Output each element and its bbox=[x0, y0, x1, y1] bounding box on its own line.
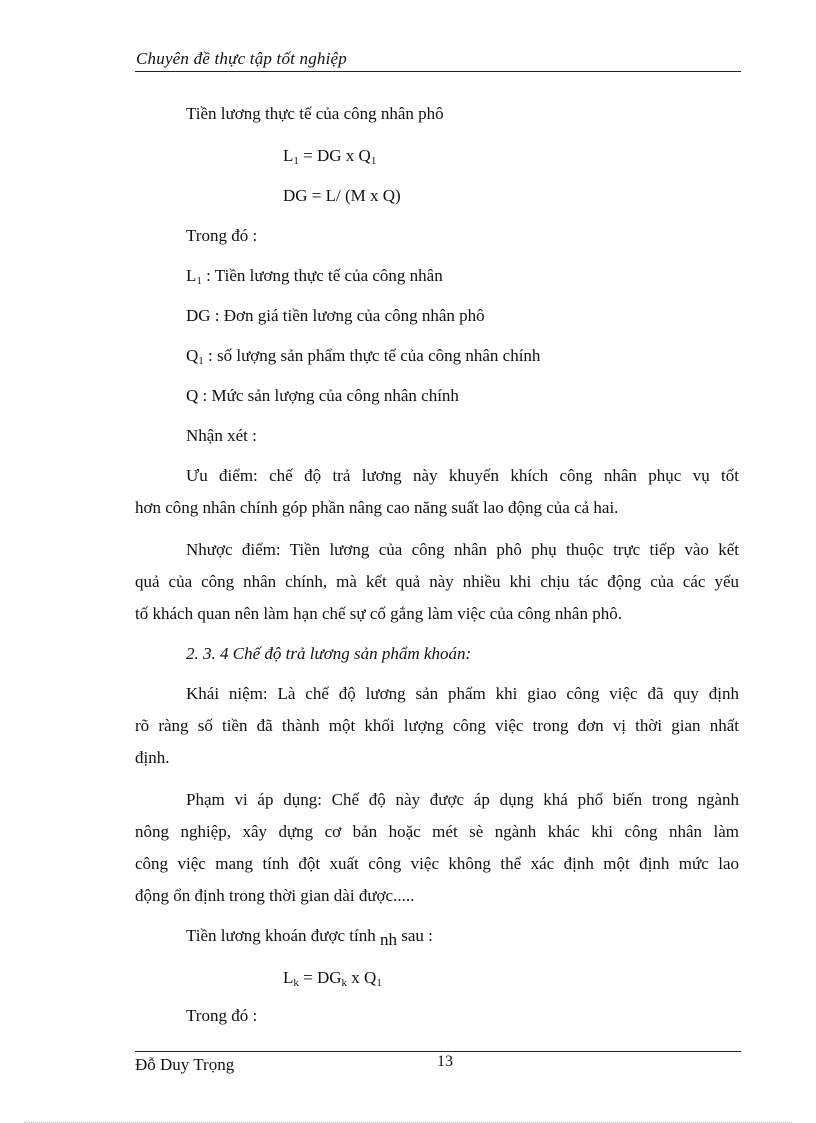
concept-line-2: rõ ràng số tiền đã thành một khối lượng công việc trong đơn vị thời gian nhất bbox=[135, 716, 739, 735]
paragraph-actual-wage: Tiền lương thực tế của công nhân phô bbox=[186, 104, 444, 123]
disadvantage-line-2: quả của công nhân chính, mà kết quả này nhiều khi chịu tác động của các yếu bbox=[135, 572, 739, 591]
disadvantage-line-1: Nhược điểm: Tiền lương của công nhân phô phụ thuộc trực tiếp vào kết bbox=[186, 540, 739, 559]
running-header: Chuyên đề thực tập tốt nghiệp bbox=[136, 49, 348, 68]
scope-line-3: công việc mang tính đột xuất công việc không thể xác định một định mức lao bbox=[135, 854, 739, 873]
definition-l1: $L_1$ : Tiền lương thực tế của công nhân bbox=[186, 266, 443, 287]
disadvantage-line-3: tố khách quan nên làm hạn chế sự cố gắng làm việc của công nhân phô. bbox=[135, 604, 622, 623]
advantage-line-2: hơn công nhân chính góp phần nâng cao năng suất lao động của cả hai. bbox=[135, 498, 619, 517]
where-label-2: Trong đó : bbox=[186, 1006, 258, 1025]
scope-line-2: nông nghiệp, xây dựng cơ bản hoặc mét sè ngành khác khi công nhân làm bbox=[135, 822, 739, 841]
header-rule bbox=[135, 71, 741, 72]
formula-l1: $L_1$ = DG x $Q_1$ bbox=[283, 146, 377, 167]
section-heading: 2. 3. 4 Chế độ trả lương sản phẩm khoán: bbox=[186, 644, 472, 663]
definition-dg: DG : Đơn giá tiền lương của công nhân phô bbox=[186, 306, 485, 325]
definition-q1: $Q_1$ : số lượng sản phẩm thực tế của công nhân chính bbox=[186, 346, 541, 367]
concept-line-1: Khái niệm: Là chế độ lương sản phẩm khi giao công việc đã quy định bbox=[186, 684, 739, 703]
formula-dg: DG = L/ (M x Q) bbox=[283, 186, 401, 205]
where-label-1: Trong đó : bbox=[186, 226, 258, 245]
scope-line-4: động ổn định trong thời gian dài được..... bbox=[135, 886, 415, 905]
piece-wage-intro: Tiền lương khoán được tính nh sau : bbox=[186, 926, 433, 949]
definition-q: Q : Mức sản lượng của công nhân chính bbox=[186, 386, 459, 405]
footer-author: Đỗ Duy Trọng bbox=[135, 1055, 235, 1074]
page-number: 13 bbox=[437, 1053, 453, 1070]
advantage-line-1: Ưu điểm: chế độ trả lương này khuyến khích công nhân phục vụ tốt bbox=[186, 466, 739, 485]
concept-line-3: định. bbox=[135, 748, 170, 767]
formula-lk: $L_k = DG_k$ x $Q_1$ bbox=[283, 968, 382, 989]
remarks-label: Nhận xét : bbox=[186, 426, 257, 445]
scope-line-1: Phạm vi áp dụng: Chế độ này được áp dụng khá phổ biến trong ngành bbox=[186, 790, 739, 809]
footer-rule bbox=[135, 1051, 741, 1052]
